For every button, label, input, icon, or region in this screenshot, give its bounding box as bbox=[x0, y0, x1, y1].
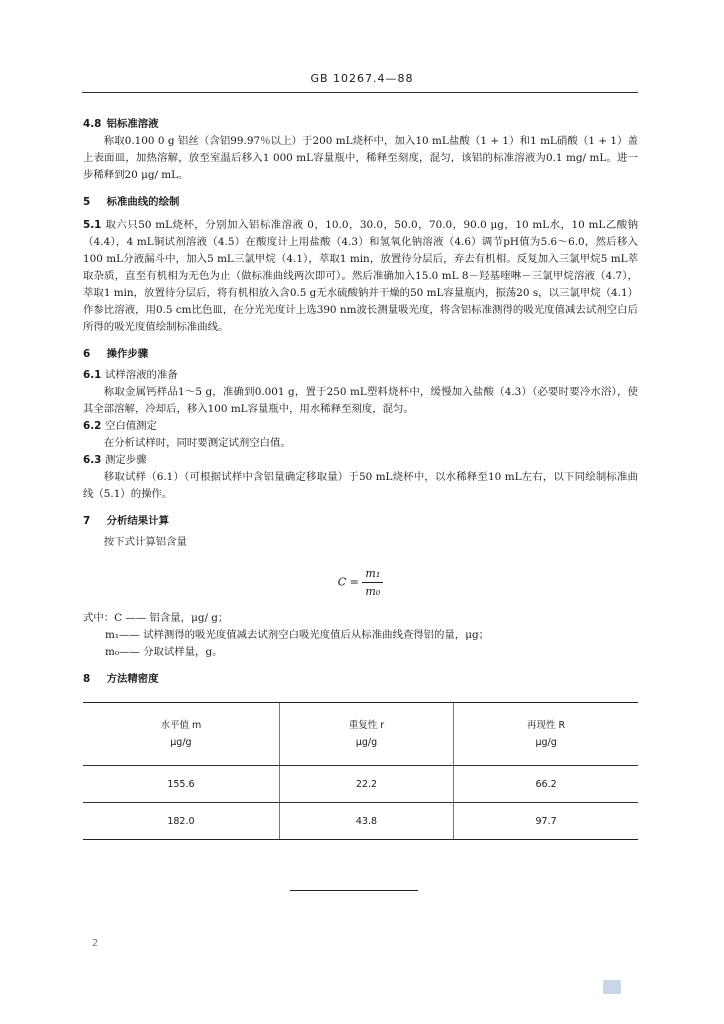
section-number: 6.1 bbox=[83, 369, 102, 381]
section-6-1-text: 称取金属钙样品1～5 g，准确到0.001 g，置于250 mL塑料烧杯中，缓慢加入盐酸（4.3）（必要时要冷水浴），使其全部溶解，冷却后，移入100 mL容量瓶中，用水稀释至刻度，混匀。 bbox=[83, 386, 638, 415]
section-title: 分析结果计算 bbox=[106, 515, 169, 527]
section-6-3-text: 移取试样（6.1）（可根据试样中含铝量确定移取量）于50 mL烧杯中，以水稀释至10 mL左右，以下同绘制标准曲线（5.1）的操作。 bbox=[83, 471, 638, 500]
formula-lhs: C = bbox=[337, 575, 359, 589]
page-number: 2 bbox=[92, 938, 99, 949]
table-cell: 66.2 bbox=[454, 766, 638, 803]
section-title: 标准曲线的绘制 bbox=[106, 196, 180, 208]
section-number: 4.8 bbox=[83, 118, 102, 130]
header-unit: μg/g bbox=[170, 737, 192, 748]
definition-m0: m₀—— 分取试样量，g。 bbox=[105, 646, 223, 658]
table-cell: 22.2 bbox=[279, 766, 453, 803]
document-body bbox=[83, 110, 638, 840]
section-title: 测定步骤 bbox=[105, 454, 147, 466]
table-header-cell bbox=[279, 703, 453, 766]
table-header-cell bbox=[454, 703, 638, 766]
table-row bbox=[83, 766, 638, 803]
section-number: 8 bbox=[83, 673, 91, 685]
formula-fraction bbox=[362, 565, 383, 600]
section-4-8-text: 称取0.100 0 g 铝丝（含铝99.97％以上）于200 mL烧杯中，加入10 mL盐酸（1 + 1）和1 mL硝酸（1 + 1）盖上表面皿，加热溶解，放至室温后移入1 000 mL容量瓶中，稀释至刻度，混匀，该铝的标准溶液为0.1 mg/ mL。进一步稀释到20 μg/ mL。 bbox=[83, 135, 638, 181]
section-number: 7 bbox=[83, 515, 91, 527]
end-of-text-rule bbox=[290, 890, 418, 891]
section-5-heading bbox=[83, 194, 638, 211]
section-7-heading bbox=[83, 513, 638, 530]
standard-code-header: GB 10267.4—88 bbox=[310, 72, 414, 85]
table-cell: 155.6 bbox=[83, 766, 279, 803]
section-number: 6.3 bbox=[83, 454, 102, 466]
formula-variable-definitions bbox=[83, 610, 638, 661]
header-label: 水平值 m bbox=[160, 720, 202, 731]
header-unit: μg/g bbox=[535, 737, 557, 748]
formula-denominator: m₀ bbox=[365, 585, 381, 598]
table-header-cell bbox=[83, 703, 279, 766]
section-6-1-heading bbox=[83, 367, 638, 384]
section-number: 5.1 bbox=[83, 219, 102, 231]
aluminium-content-formula bbox=[83, 565, 638, 600]
section-6-heading bbox=[83, 346, 638, 363]
formula-intro: 按下式计算铝含量 bbox=[103, 536, 187, 548]
table-cell: 43.8 bbox=[279, 803, 453, 840]
precision-table bbox=[83, 702, 638, 840]
section-title: 铝标准溶液 bbox=[106, 118, 159, 130]
section-8-heading bbox=[83, 671, 638, 688]
section-5-1-text: 取六只50 mL烧杯，分别加入铝标准溶液 0，10.0，30.0，50.0，70.0，90.0 μg，10 mL水，10 mL乙酸钠（4.4），4 mL铜试剂溶液（4.5）在酸度计上用盐酸（4.3）和氢氧化钠溶液（4.6）调节pH值为5.6～6.0，然后移入100 mL分液漏斗中，加入5 mL三氯甲烷（4.1），萃取1 min，放置待分层后，弃去有机相。反复加入三氯甲烷5 mL萃取杂质，直至有机相为无色为止（做标准曲线两次即可）。然后准确加入15.0 mL 8－羟基喹啉－三氯甲烷溶液（4.7），萃取1 min，放置待分层后，将有机相放入含0.5 g无水硫酸钠并干燥的50 mL容量瓶内，振荡20 s，以三氯甲烷（4.1）作参比溶液，用0.5 cm比色皿，在分光光度计上选390 nm波长测量吸光度，将含铝标准测得的吸光度值减去试剂空白后所得的吸光度值绘制标准曲线。 bbox=[83, 219, 638, 333]
section-6-2-heading bbox=[83, 418, 638, 435]
formula-numerator: m₁ bbox=[362, 565, 383, 583]
section-title: 操作步骤 bbox=[106, 348, 149, 360]
table-row bbox=[83, 803, 638, 840]
table-cell: 182.0 bbox=[83, 803, 279, 840]
section-6-3-heading bbox=[83, 452, 638, 469]
header-label: 重复性 r bbox=[348, 720, 385, 731]
header-unit: μg/g bbox=[355, 737, 378, 748]
table-header-row bbox=[83, 703, 638, 766]
section-title: 空白值测定 bbox=[105, 420, 157, 432]
definition-m1: m₁—— 试样测得的吸光度值减去试剂空白吸光度值后从标准曲线查得铝的量，μg； bbox=[105, 629, 490, 641]
table-cell: 97.7 bbox=[454, 803, 638, 840]
section-number: 5 bbox=[83, 196, 91, 208]
section-title: 试样溶液的准备 bbox=[105, 369, 178, 381]
section-4-8-heading bbox=[83, 116, 638, 133]
header-label: 再现性 R bbox=[527, 720, 566, 731]
definition-c: 式中：C —— 铝含量，μg/ g； bbox=[83, 612, 229, 624]
section-title: 方法精密度 bbox=[106, 673, 159, 685]
section-number: 6.2 bbox=[83, 420, 102, 432]
section-5-1-paragraph bbox=[83, 217, 638, 336]
section-6-2-text: 在分析试样时，同时要测定试剂空白值。 bbox=[103, 437, 291, 449]
section-number: 6 bbox=[83, 348, 91, 360]
scan-stamp-mark bbox=[603, 980, 621, 994]
header-rule bbox=[82, 92, 638, 93]
